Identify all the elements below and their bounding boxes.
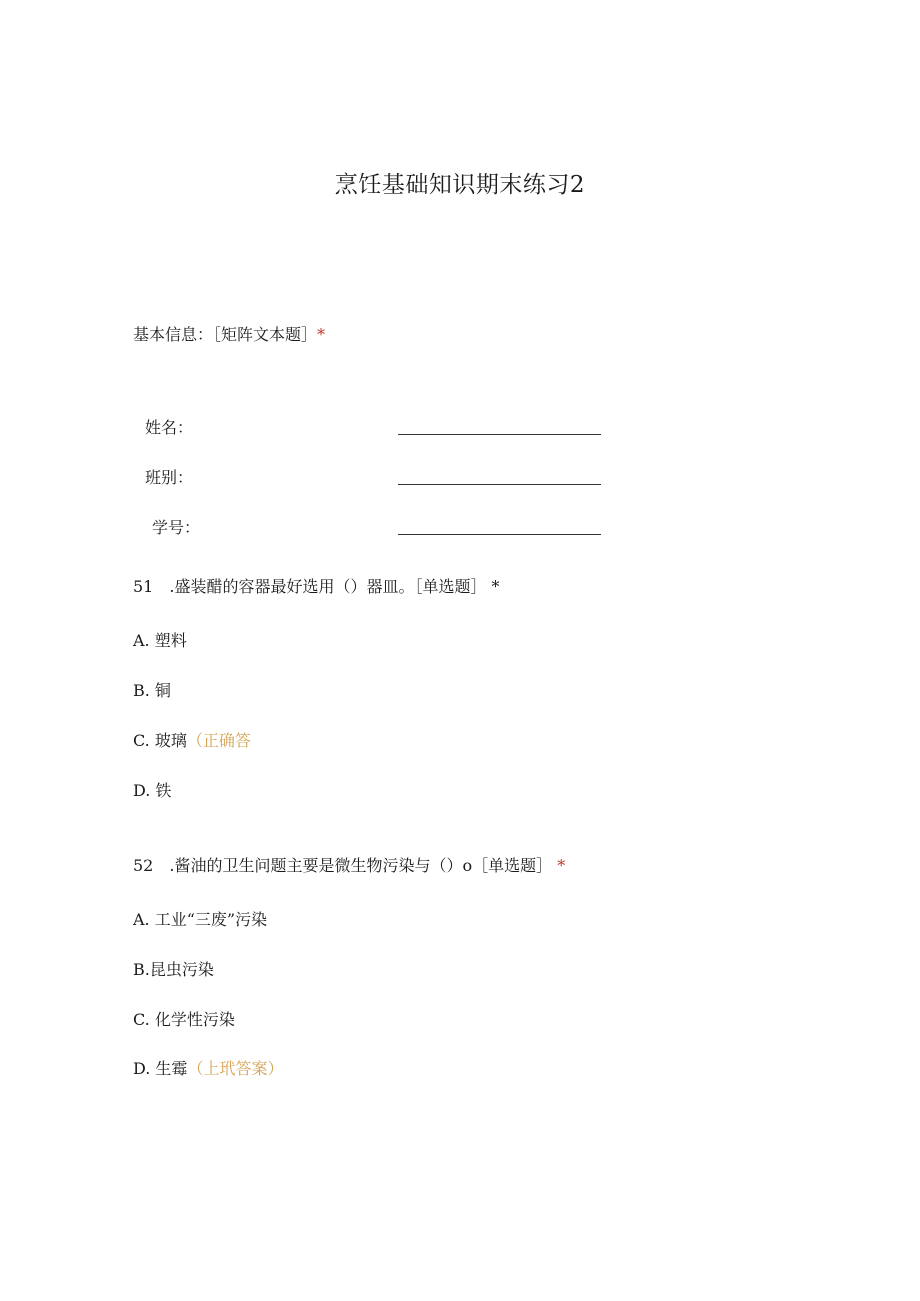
option-label: B. 铜 [133,681,171,700]
option-label: D. 铁 [133,781,172,800]
required-mark: * [317,325,326,344]
correct-answer-note: （正确答 [186,731,251,750]
option-51-d[interactable] [133,781,171,801]
field-label-name: 姓名： [145,418,194,437]
question-text: .酱油的卫生问题主要是微生物污染与（）o［单选题］ [169,856,553,875]
option-52-b[interactable] [133,960,214,980]
option-label: A. 工业“三废”污染 [133,910,268,929]
question-51 [133,577,500,597]
basic-info-heading-text: 基本信息：［矩阵文本题］ [133,325,318,344]
option-52-c[interactable] [133,1010,235,1030]
field-input-name[interactable] [398,434,601,435]
question-number: 52 [133,856,154,875]
option-52-d[interactable] [133,1059,283,1079]
option-label: C. 化学性污染 [133,1010,235,1029]
option-label: B.昆虫污染 [133,960,214,979]
field-input-student-id[interactable] [398,534,601,535]
page-title: 烹饪基础知识期末练习2 [334,172,586,198]
option-52-a[interactable] [133,910,267,930]
correct-answer-note: （上玳答案） [187,1059,284,1078]
field-label-student-id: 学号： [152,518,201,537]
field-input-class[interactable] [398,484,601,485]
option-51-b[interactable] [133,681,171,701]
required-mark: * [557,856,566,875]
option-51-a[interactable] [133,631,187,651]
option-51-c[interactable] [133,731,251,751]
option-label: A. 塑料 [133,631,187,650]
question-number: 51 [133,577,154,596]
required-mark: * [491,577,500,596]
option-label: D. 生霉 [133,1059,188,1078]
option-label: C. 玻璃 [133,731,187,750]
field-label-class: 班别： [145,468,194,487]
question-text: .盛装醋的容器最好选用（）器皿。［单选题］ [169,577,487,596]
question-52 [133,856,565,876]
basic-info-heading [133,325,325,345]
